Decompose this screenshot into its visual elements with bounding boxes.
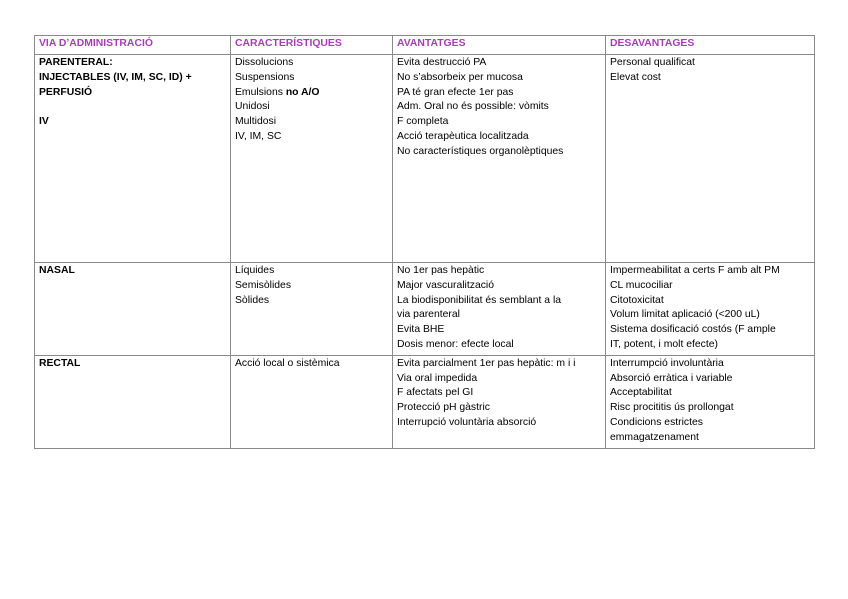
list-item: Dissolucions — [235, 57, 294, 68]
list-item: Sistema dosificació costós (F ample — [610, 324, 776, 336]
list-item: emmagatzenament — [610, 431, 699, 443]
cell-parenteral-desavantages — [606, 55, 815, 263]
list-item: Absorció erràtica i variable — [610, 372, 733, 384]
list-item: Interrupció voluntària absorció — [397, 416, 537, 428]
list-item — [235, 86, 388, 101]
cell-rectal-caracteristiques — [231, 355, 393, 448]
cell-rectal-avantatges — [393, 355, 606, 448]
list-item: via parenteral — [397, 309, 460, 321]
table-row-parenteral — [35, 55, 815, 263]
list-item: Sòlides — [235, 294, 270, 306]
list-item: Elevat cost — [610, 71, 661, 83]
via-title: NASAL — [39, 265, 75, 276]
list-item: F completa — [397, 116, 449, 128]
list-item: CL mucociliar — [610, 279, 673, 291]
spacer — [39, 100, 226, 115]
list-item: Volum limitat aplicació (<200 uL) — [610, 309, 760, 321]
table-header-row — [35, 36, 815, 55]
list-item: Evita destrucció PA — [397, 57, 487, 68]
cell-nasal-caracteristiques — [231, 263, 393, 356]
list-item: No 1er pas hepàtic — [397, 265, 485, 276]
list-item: Dosis menor: efecte local — [397, 338, 514, 350]
cell-nasal-via — [35, 263, 231, 356]
list-item: Condicions estrictes — [610, 416, 703, 428]
cell-parenteral-caracteristiques — [231, 55, 393, 263]
via-title: RECTAL — [39, 357, 81, 369]
emulsions-bold-text: no A/O — [285, 86, 320, 98]
table-row-nasal — [35, 263, 815, 356]
list-item: Risc procititis ús prollongat — [610, 402, 734, 414]
cell-parenteral-avantatges — [393, 55, 606, 263]
list-item: Semisòlides — [235, 279, 292, 291]
list-item: Evita BHE — [397, 324, 445, 336]
list-item: Acceptabilitat — [610, 387, 672, 399]
via-iv-label: IV — [39, 116, 49, 128]
list-item: Unidosi — [235, 101, 270, 113]
list-item: Impermeabilitat a certs F amb alt PM — [610, 265, 780, 276]
list-item: Protecció pH gàstric — [397, 402, 490, 414]
header-avantatges: AVANTATGES — [393, 36, 606, 55]
list-item: Acció terapèutica localitzada — [397, 130, 529, 142]
list-item: Major vascuralització — [397, 279, 495, 291]
list-item: Personal qualificat — [610, 57, 695, 68]
list-item: Suspensions — [235, 71, 295, 83]
via-title: PARENTERAL: — [39, 57, 113, 68]
list-item: F afectats pel GI — [397, 387, 474, 399]
list-item: Acció local o sistèmica — [235, 357, 340, 369]
header-desavantages: DESAVANTAGES — [606, 36, 815, 55]
list-item: Líquides — [235, 265, 275, 276]
header-via: VIA D’ADMINISTRACIÓ — [35, 36, 231, 55]
list-item: Adm. Oral no és possible: vòmits — [397, 101, 549, 113]
list-item: No s’absorbeix per mucosa — [397, 71, 523, 83]
list-item: Interrumpció involuntària — [610, 357, 724, 369]
table-row-rectal — [35, 355, 815, 448]
administration-routes-table — [34, 35, 815, 449]
list-item: La biodisponibilitat és semblant a la — [397, 294, 562, 306]
list-item: IV, IM, SC — [235, 130, 282, 142]
cell-parenteral-via — [35, 55, 231, 263]
list-item: Via oral impedida — [397, 372, 478, 384]
via-subtitle: INJECTABLES (IV, IM, SC, ID) + — [39, 71, 192, 83]
list-item: Evita parcialment 1er pas hepàtic: m i i — [397, 357, 576, 369]
cell-rectal-via — [35, 355, 231, 448]
cell-rectal-desavantages — [606, 355, 815, 448]
cell-nasal-desavantages — [606, 263, 815, 356]
cell-nasal-avantatges — [393, 263, 606, 356]
emulsions-text: Emulsions — [235, 86, 286, 98]
header-caracteristiques: CARACTERÍSTIQUES — [231, 36, 393, 55]
list-item: IT, potent, i molt efecte) — [610, 338, 718, 350]
list-item: PA té gran efecte 1er pas — [397, 86, 514, 98]
list-item: Multidosi — [235, 116, 276, 128]
via-subtitle-cont: PERFUSIÓ — [39, 86, 93, 98]
list-item: No característiques organolèptiques — [397, 145, 564, 157]
list-item: Citotoxicitat — [610, 294, 664, 306]
